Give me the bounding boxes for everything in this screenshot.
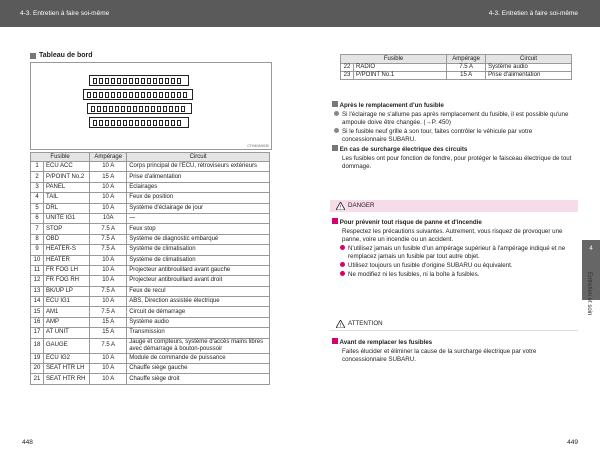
fuse-number: 2 xyxy=(31,172,44,182)
fuse-amperage: 7.5 A xyxy=(90,286,127,296)
fuse-circuit: Système d'éclairage de jour xyxy=(127,203,270,213)
left-page-header: 4-3. Entretien à faire soi-même xyxy=(0,0,300,27)
fuse-slot xyxy=(153,92,157,98)
fuse-row-2 xyxy=(83,89,193,100)
table-row xyxy=(31,213,270,223)
col-header-amperage: Ampérage xyxy=(90,153,127,162)
fuse-slot xyxy=(183,92,187,98)
fuse-circuit: Prise d'alimentation xyxy=(486,72,572,80)
fuse-slot xyxy=(141,78,145,84)
fuse-slot xyxy=(159,92,163,98)
fuse-number: 14 xyxy=(31,297,44,307)
fuse-number: 9 xyxy=(31,245,44,255)
fuse-circuit: Chauffe siège gauche xyxy=(127,364,270,374)
chapter-tab: 4 xyxy=(582,240,600,300)
warning-triangle-icon xyxy=(336,320,345,328)
fuse-slot xyxy=(165,78,169,84)
fuse-slot xyxy=(93,78,97,84)
square-bullet-icon xyxy=(332,338,338,344)
table-row xyxy=(31,245,270,255)
table-row xyxy=(31,193,270,203)
fuse-slot xyxy=(165,120,169,126)
fuse-slot xyxy=(111,92,115,98)
fuse-number: 6 xyxy=(31,213,44,223)
fuse-amperage: 15 A xyxy=(447,72,486,80)
fuse-slot xyxy=(115,106,119,112)
fuse-slot xyxy=(159,120,163,126)
fuse-number: 22 xyxy=(341,64,354,72)
bullet-icon xyxy=(334,111,339,116)
fuse-slot xyxy=(175,106,179,112)
fuse-amperage: 10 A xyxy=(90,193,127,203)
table-row xyxy=(341,64,572,72)
danger-intro: Respectez les précautions suivantes. Autrement, vous risquez de provoquer une panne, voire un incendie ou un accident. xyxy=(342,227,563,244)
fuse-circuit: Module de commande de puissance xyxy=(127,353,270,363)
fuse-amperage: 10 A xyxy=(90,182,127,192)
right-page-header: 4-3. Entretien à faire soi-même xyxy=(300,0,600,27)
list-item: Si l'éclairage ne s'allume pas après remplacement du fusible, il est possible qu'une ampoule doive être changée. (→P. 450) xyxy=(332,111,578,128)
fuse-amperage: 10 A xyxy=(90,364,127,374)
table-row xyxy=(31,297,270,307)
list-item: N'utilisez jamais un fusible d'un ampérage supérieur à l'ampérage indiqué et ne remplacez jamais un fusible par tout autre objet. xyxy=(332,245,578,262)
fuse-slot xyxy=(103,106,107,112)
fuse-slot xyxy=(91,106,95,112)
fuse-name: FR FOG RH xyxy=(44,276,90,286)
fuse-amperage: 10 A xyxy=(90,162,127,172)
bullet-icon xyxy=(340,245,345,250)
fuse-slot xyxy=(133,106,137,112)
bullet-icon xyxy=(340,262,345,267)
table-row xyxy=(31,255,270,265)
fuse-amperage: 15 A xyxy=(90,317,127,327)
col-header-fuse: Fusible xyxy=(341,55,447,64)
fuse-circuit: Corps principal de l'ECU, rétroviseurs extérieurs xyxy=(127,162,270,172)
fuse-name: FR FOG LH xyxy=(44,265,90,275)
list-item: Si le fusible neuf grille à son tour, faites contrôler le véhicule par votre concessionnaire SUBARU. xyxy=(332,128,578,145)
fuse-slot xyxy=(129,120,133,126)
fuse-number: 21 xyxy=(31,374,44,384)
fuse-number: 19 xyxy=(31,353,44,363)
table-row xyxy=(31,182,270,192)
square-bullet-icon xyxy=(332,218,338,224)
fuse-slot xyxy=(139,106,143,112)
fuse-slot xyxy=(99,120,103,126)
fuse-name: TAIL xyxy=(44,193,90,203)
fuse-slot xyxy=(147,78,151,84)
fuse-slot xyxy=(99,78,103,84)
fuse-number: 20 xyxy=(31,364,44,374)
fuse-name: GAUGE xyxy=(44,338,90,353)
fuse-number: 10 xyxy=(31,255,44,265)
fuse-slot xyxy=(169,106,173,112)
fuse-slot xyxy=(135,120,139,126)
fuse-circuit: — xyxy=(127,213,270,223)
fuse-slot xyxy=(135,92,139,98)
fuse-amperage: 7.5 A xyxy=(90,224,127,234)
table-row xyxy=(31,338,270,353)
fuse-circuit: Système de diagnostic embarqué xyxy=(127,234,270,244)
fuse-slot xyxy=(157,106,161,112)
fuse-number: 7 xyxy=(31,224,44,234)
fuse-slot xyxy=(99,92,103,98)
table-row xyxy=(31,374,270,384)
fuse-name: HEATER xyxy=(44,255,90,265)
fuse-circuit: Eclairages xyxy=(127,182,270,192)
col-header-circuit: Circuit xyxy=(127,153,270,162)
table-row xyxy=(31,353,270,363)
square-bullet-icon xyxy=(30,53,36,59)
fuse-circuit: ABS, Direction assistée électrique xyxy=(127,297,270,307)
fuse-name: RADIO xyxy=(354,64,447,72)
fuse-name: AMP xyxy=(44,317,90,327)
fuse-name: UNITE IG1 xyxy=(44,213,90,223)
table-row xyxy=(31,234,270,244)
fuse-name: ECU ACC xyxy=(44,162,90,172)
fuse-circuit: Feux de recul xyxy=(127,286,270,296)
attention-section: Avant de remplacer les fusibles Faites élucider et éliminer la cause de la surcharge électrique par votre concessionnaire SUBARU. xyxy=(332,338,578,365)
section-title-dashboard: Tableau de bord xyxy=(30,52,93,59)
fuse-amperage: 10 A xyxy=(90,276,127,286)
after-replacement-section: Après le remplacement d'un fusible Si l'éclairage ne s'allume pas après remplacement du fusible, il est possible qu'une ampoule doive être changée. (→P. 450) Si le fusible neuf grille à son tour, faites contrôler le véhicule par votre concessionnaire SUBARU. En cas de surcharge électrique des circuits Les fusibles ont pour fonction de fondre, pour protéger le faisceau électrique de tout dommage. xyxy=(332,101,578,172)
col-header-fuse: Fusible xyxy=(31,153,90,162)
fuse-slot xyxy=(123,78,127,84)
fuse-row-4 xyxy=(89,117,189,128)
image-reference: CTH40AH030 xyxy=(247,144,269,148)
fuse-number: 16 xyxy=(31,317,44,327)
fuse-amperage: 10 A xyxy=(90,265,127,275)
col-header-amperage: Ampérage xyxy=(447,55,486,64)
fuse-circuit: Prise d'alimentation xyxy=(127,172,270,182)
danger-label: ! DANGER xyxy=(336,201,374,211)
fuse-amperage: 10 A xyxy=(90,374,127,384)
table-row xyxy=(31,307,270,317)
page-number-left: 448 xyxy=(22,439,33,446)
list-item: Ne modifiez ni les fusibles, ni la boîte à fusibles. xyxy=(332,271,578,280)
fuse-number: 11 xyxy=(31,265,44,275)
fuse-slot xyxy=(141,120,145,126)
fuse-amperage: 10 A xyxy=(90,353,127,363)
fuse-name: SEAT HTR RH xyxy=(44,374,90,384)
fuse-circuit: Feux stop xyxy=(127,224,270,234)
fuse-name: OBD xyxy=(44,234,90,244)
fuse-slot xyxy=(93,120,97,126)
fuse-slot xyxy=(163,106,167,112)
fuse-circuit: Transmission xyxy=(127,328,270,338)
svg-text:!: ! xyxy=(339,205,342,210)
overload-text: Les fusibles ont pour fonction de fondre, pour protéger le faisceau électrique de tout dommage. xyxy=(342,154,572,171)
fuse-name: BK/UP LP xyxy=(44,286,90,296)
fuse-name: SEAT HTR LH xyxy=(44,364,90,374)
fuse-slot xyxy=(159,78,163,84)
chapter-side-label: Entretien et soin xyxy=(586,272,592,316)
fuse-number: 8 xyxy=(31,234,44,244)
fuse-name: P/POINT No.1 xyxy=(354,72,447,80)
fuse-number: 17 xyxy=(31,328,44,338)
fuse-slot xyxy=(171,78,175,84)
fuse-slot xyxy=(117,78,121,84)
fuse-name: DRL xyxy=(44,203,90,213)
svg-text:!: ! xyxy=(339,323,342,328)
fuse-amperage: 7.5 A xyxy=(90,307,127,317)
fuse-slot xyxy=(105,92,109,98)
fuse-box-diagram xyxy=(30,62,272,150)
fuse-slot xyxy=(129,78,133,84)
fuse-amperage: 15 A xyxy=(90,328,127,338)
square-bullet-icon xyxy=(332,145,338,151)
fuse-slot xyxy=(135,78,139,84)
fuse-slot xyxy=(123,120,127,126)
table-row xyxy=(31,328,270,338)
fuse-slot xyxy=(105,78,109,84)
table-row xyxy=(31,224,270,234)
fuse-number: 1 xyxy=(31,162,44,172)
fuse-slot xyxy=(151,106,155,112)
fuse-circuit: Système audio xyxy=(486,64,572,72)
fuse-slot xyxy=(87,92,91,98)
fuse-slot xyxy=(109,106,113,112)
danger-section: Pour prévenir tout risque de panne et d'incendie Respectez les précautions suivantes. Autrement, vous risquez de provoquer une panne, voire un incendie ou un accident. N'utilisez jamais un fusible d'un ampérage supérieur à l'ampérage indiqué et ne remplacez jamais un fusible par tout autre objet. Utilisez toujours un fusible d'origine SUBARU ou équivalent. Ne modifiez ni les fusibles, ni la boîte à fusibles. xyxy=(332,218,578,279)
square-bullet-icon xyxy=(332,101,338,107)
fuse-name: STOP xyxy=(44,224,90,234)
table-row xyxy=(31,276,270,286)
fuse-circuit: Projecteur antibrouillard avant droit xyxy=(127,276,270,286)
table-row xyxy=(31,162,270,172)
fuse-slot xyxy=(127,106,131,112)
fuse-slot xyxy=(171,120,175,126)
fuse-name: AM1 xyxy=(44,307,90,317)
fuse-number: 4 xyxy=(31,193,44,203)
table-row xyxy=(31,172,270,182)
fuse-slot xyxy=(153,120,157,126)
fuse-amperage: 15 A xyxy=(90,172,127,182)
fuse-name: AT UNIT xyxy=(44,328,90,338)
fuse-number: 18 xyxy=(31,338,44,353)
fuse-slot xyxy=(129,92,133,98)
table-row xyxy=(31,286,270,296)
fuse-slot xyxy=(165,92,169,98)
fuse-amperage: 10 A xyxy=(90,203,127,213)
fuse-slot xyxy=(111,78,115,84)
fuse-slot xyxy=(181,106,185,112)
fuse-amperage: 7.5 A xyxy=(90,234,127,244)
fuse-number: 12 xyxy=(31,276,44,286)
bullet-icon xyxy=(334,128,339,133)
fuse-name: HEATER-S xyxy=(44,245,90,255)
fuse-amperage: 10 A xyxy=(90,255,127,265)
fuse-slot xyxy=(123,92,127,98)
fuse-slot xyxy=(93,92,97,98)
fuse-circuit: Système de climatisation xyxy=(127,245,270,255)
attention-text: Faites élucider et éliminer la cause de la surcharge électrique par votre concessionnaire SUBARU. xyxy=(342,347,537,364)
table-row xyxy=(31,364,270,374)
fuse-slot xyxy=(141,92,145,98)
table-row xyxy=(31,265,270,275)
fuse-table-right xyxy=(340,54,572,80)
fuse-circuit: Système audio xyxy=(127,317,270,327)
fuse-name: P/POINT No.2 xyxy=(44,172,90,182)
bullet-icon xyxy=(340,271,345,276)
fuse-slot xyxy=(111,120,115,126)
fuse-amperage: 10 A xyxy=(90,297,127,307)
col-header-circuit: Circuit xyxy=(486,55,572,64)
fuse-amperage: 7.5 A xyxy=(447,64,486,72)
fuse-table-left xyxy=(30,152,270,385)
fuse-slot xyxy=(177,120,181,126)
fuse-circuit: Jauge et compteurs, système d'accès mains libres avec démarrage à bouton-poussoir xyxy=(127,338,270,353)
fuse-slot xyxy=(147,92,151,98)
table-row xyxy=(31,317,270,327)
fuse-slot xyxy=(121,106,125,112)
fuse-row-3 xyxy=(87,103,192,114)
fuse-slot xyxy=(97,106,101,112)
fuse-circuit: Système de climatisation xyxy=(127,255,270,265)
fuse-name: PANEL xyxy=(44,182,90,192)
fuse-slot xyxy=(171,92,175,98)
fuse-slot xyxy=(145,106,149,112)
warning-triangle-icon xyxy=(336,202,345,210)
fuse-slot xyxy=(153,78,157,84)
table-row xyxy=(341,72,572,80)
list-item: Utilisez toujours un fusible d'origine SUBARU ou équivalent. xyxy=(332,262,578,271)
fuse-circuit: Circuit de démarrage xyxy=(127,307,270,317)
fuse-number: 5 xyxy=(31,203,44,213)
fuse-slot xyxy=(177,78,181,84)
fuse-number: 3 xyxy=(31,182,44,192)
fuse-slot xyxy=(177,92,181,98)
fuse-row-1 xyxy=(89,75,189,86)
fuse-slot xyxy=(117,92,121,98)
fuse-number: 23 xyxy=(341,72,354,80)
fuse-amperage: 10A xyxy=(90,213,127,223)
fuse-number: 13 xyxy=(31,286,44,296)
fuse-number: 15 xyxy=(31,307,44,317)
fuse-circuit: Feux de position xyxy=(127,193,270,203)
fuse-amperage: 7.5 A xyxy=(90,338,127,353)
fuse-slot xyxy=(117,120,121,126)
fuse-name: ECU IG2 xyxy=(44,353,90,363)
fuse-circuit: Chauffe siège droit xyxy=(127,374,270,384)
fuse-amperage: 7.5 A xyxy=(90,245,127,255)
fuse-slot xyxy=(105,120,109,126)
fuse-circuit: Projecteur antibrouillard avant gauche xyxy=(127,265,270,275)
page-number-right: 449 xyxy=(567,439,578,446)
table-row xyxy=(31,203,270,213)
attention-label: ! ATTENTION xyxy=(336,319,383,329)
fuse-slot xyxy=(147,120,151,126)
fuse-name: ECU IG1 xyxy=(44,297,90,307)
